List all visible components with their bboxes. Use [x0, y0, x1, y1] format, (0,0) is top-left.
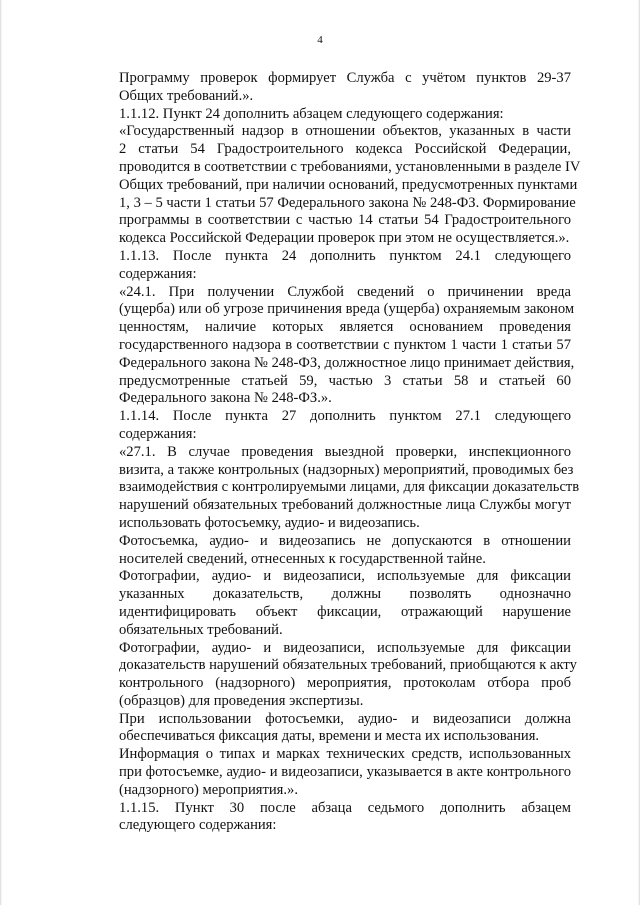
text-line: «24.1. При получении Службой сведений о причинении вреда	[119, 283, 571, 300]
paragraph	[83, 248, 571, 284]
document-body	[83, 70, 581, 835]
text-line: нарушений обязательных требований должностные лица Службы могут	[119, 497, 571, 514]
paragraph	[83, 443, 580, 533]
paragraph	[83, 70, 571, 106]
text-line: 1.1.13. После пункта 24 дополнить пунктом 24.1 следующего	[119, 247, 571, 264]
text-line: кодекса Российской Федерации проверок при этом не осуществляется.».	[119, 230, 570, 247]
paragraph	[83, 568, 571, 639]
paragraph	[83, 711, 571, 747]
text-line: «27.1. В случае проведения выездной проверки, инспекционного	[119, 443, 571, 460]
text-line: программы в соответствии с частью 14 статьи 54 Градостроительного	[119, 212, 571, 229]
paragraph	[83, 123, 581, 248]
text-line: ценностям, наличие которых является основанием проведения	[119, 319, 571, 336]
text-line: государственного надзора в соответствии с пунктом 1 части 1 статьи 57	[119, 336, 571, 353]
text-line: 1.1.14. После пункта 27 дополнить пунктом 27.1 следующего	[119, 408, 571, 425]
text-line: доказательств нарушений обязательных требований, приобщаются к акту	[119, 657, 577, 674]
text-line: 1, 3 – 5 части 1 статьи 57 Федерального закона № 248-ФЗ. Формирование	[119, 194, 576, 211]
text-line: «Государственный надзор в отношении объектов, указанных в части	[119, 123, 571, 140]
text-line: (ущерба) или об угрозе причинения вреда (ущерба) охраняемым законом	[119, 301, 575, 318]
paragraph	[83, 639, 577, 711]
text-line: указанных доказательств, должны позволять однозначно	[119, 586, 571, 603]
text-line: 1.1.15. Пункт 30 после абзаца седьмого дополнить абзацем	[119, 799, 571, 816]
paragraph	[83, 746, 571, 799]
text-line: предусмотренные статьей 59, частью 3 статьи 58 и статьей 60	[119, 372, 571, 389]
paragraph	[83, 533, 571, 569]
text-line: проводится в соответствии с требованиями, установленными в разделе IV	[119, 158, 581, 175]
text-line: содержания:	[119, 265, 197, 282]
text-line: при фотосъемке, аудио- и видеозаписи, указывается в акте контрольного	[119, 764, 571, 781]
text-line: (надзорного) мероприятия.».	[119, 781, 298, 798]
text-line: Фотографии, аудио- и видеозаписи, используемые для фиксации	[119, 639, 571, 656]
paragraph	[83, 800, 571, 836]
page-number: 4	[317, 34, 323, 46]
text-line: Информация о типах и марках технических средств, использованных	[119, 746, 571, 763]
scan-edge-left	[0, 0, 2, 905]
text-line: 1.1.12. Пункт 24 дополнить абзацем следующего содержания:	[119, 105, 504, 122]
text-line: идентифицировать объект фиксации, отражающий нарушение	[119, 603, 571, 620]
text-line: обеспечиваться фиксация даты, времени и места их использования.	[119, 728, 540, 745]
text-line: Фотосъемка, аудио- и видеозапись не допускаются в отношении	[119, 532, 571, 549]
paragraph	[83, 106, 571, 124]
text-line: При использовании фотосъемки, аудио- и видеозаписи должна	[119, 710, 571, 727]
text-line: следующего содержания:	[119, 817, 277, 834]
text-line: Общих требований.».	[119, 87, 254, 104]
text-line: Федерального закона № 248-ФЗ.».	[119, 390, 332, 407]
paragraph	[83, 283, 575, 409]
text-line: содержания:	[119, 425, 197, 442]
text-line: Программу проверок формирует Служба с учётом пунктов 29-37	[119, 70, 571, 86]
text-line: использовать фотосъемку, аудио- и видеозапись.	[119, 514, 420, 531]
text-line: обязательных требований.	[119, 621, 283, 638]
text-line: 2 статьи 54 Градостроительного кодекса Российской Федерации,	[119, 141, 571, 158]
text-line: (образцов) для проведения экспертизы.	[119, 692, 364, 709]
text-line: взаимодействия с контролируемыми лицами, для фиксации доказательств	[119, 479, 580, 496]
text-line: визита, а также контрольных (надзорных) мероприятий, проводимых без	[119, 461, 574, 478]
paragraph	[83, 408, 571, 444]
text-line: контрольного (надзорного) мероприятия, протоколам отбора проб	[119, 675, 571, 692]
text-line: Общих требований, при наличии оснований, предусмотренных пунктами	[119, 176, 578, 193]
text-line: Фотографии, аудио- и видеозаписи, используемые для фиксации	[119, 568, 571, 585]
text-line: Федерального закона № 248-ФЗ, должностное лицо принимает действия,	[119, 354, 575, 371]
text-line: носителей сведений, отнесенных к государственной тайне.	[119, 550, 486, 567]
